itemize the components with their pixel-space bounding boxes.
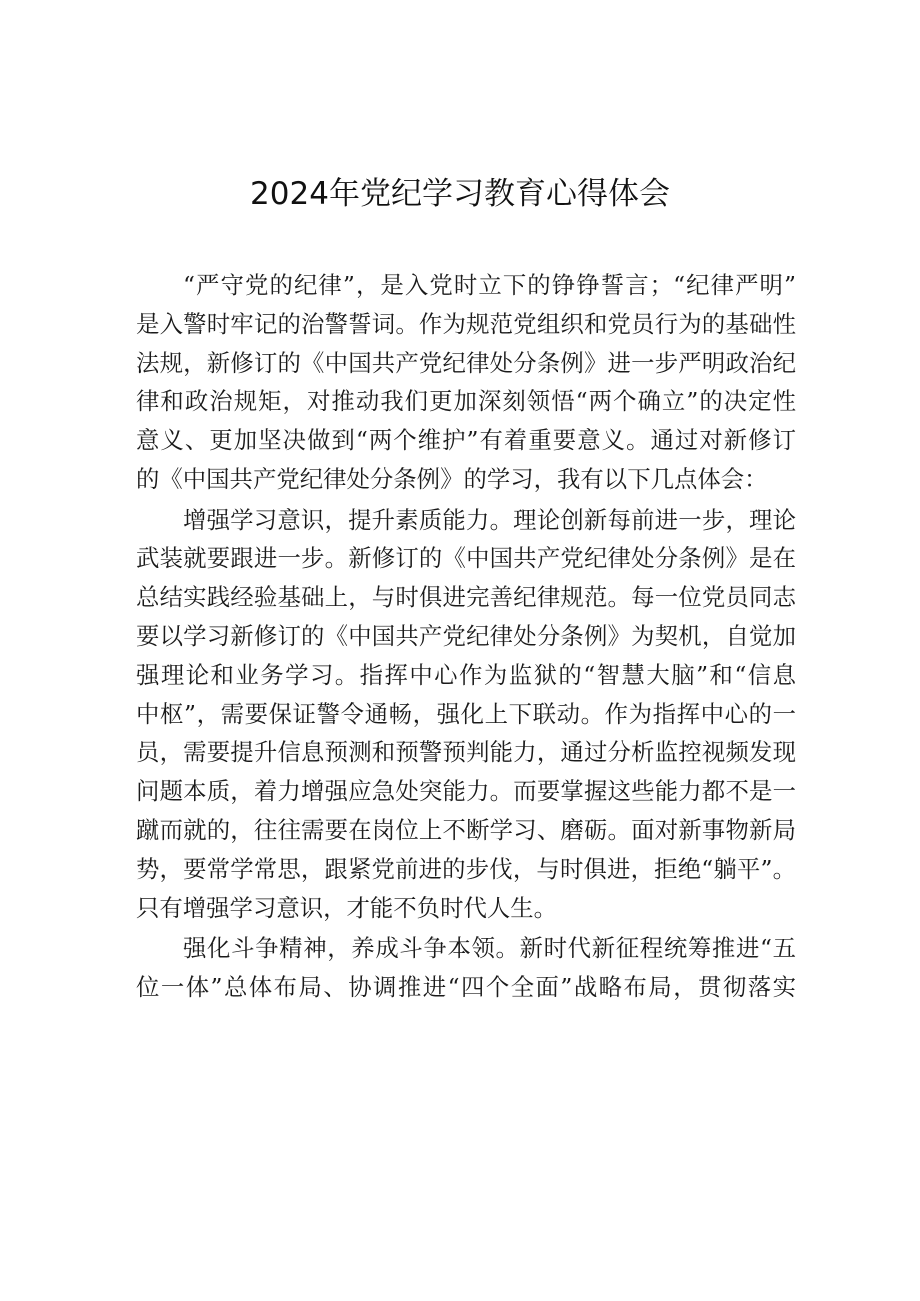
text-line: 中枢”，需要保证警令通畅，强化上下联动。作为指挥中心的一 bbox=[136, 699, 796, 728]
text-line: 只有增强学习意识，才能不负时代人生。 bbox=[136, 893, 558, 922]
text-line: 总结实践经验基础上，与时俱进完善纪律规范。每一位党员同志 bbox=[136, 583, 796, 612]
text-line: 问题本质，着力增强应急处突能力。而要掌握这些能力都不是一 bbox=[136, 777, 796, 806]
text-line: “严守党的纪律”，是入党时立下的铮铮誓言；“纪律严明” bbox=[183, 271, 796, 299]
text-line: 意义、更加坚决做到“两个维护”有着重要意义。通过对新修订 bbox=[136, 426, 796, 455]
text-line: 武装就要跟进一步。新修订的《中国共产党纪律处分条例》是在 bbox=[136, 544, 796, 573]
text-line: 强理论和业务学习。指挥中心作为监狱的“智慧大脑”和“信息 bbox=[136, 660, 796, 689]
text-line: 是入警时牢记的治警誓词。作为规范党组织和党员行为的基础性 bbox=[136, 309, 796, 338]
text-line: 位一体”总体布局、协调推进“四个全面”战略布局，贯彻落实 bbox=[136, 972, 796, 1001]
text-line: 法规，新修订的《中国共产党纪律处分条例》进一步严明政治纪 bbox=[136, 348, 796, 377]
paragraph bbox=[136, 266, 796, 499]
paragraph bbox=[136, 501, 796, 928]
text-line: 的《中国共产党纪律处分条例》的学习，我有以下几点体会： bbox=[136, 464, 768, 493]
document-body bbox=[136, 266, 796, 1007]
paragraph bbox=[136, 929, 796, 1007]
text-line: 强化斗争精神，养成斗争本领。新时代新征程统筹推进“五 bbox=[183, 934, 796, 963]
text-line: 势，要常学常思，跟紧党前进的步伐，与时俱进，拒绝“躺平”。 bbox=[136, 854, 796, 883]
document-title: 2024年党纪学习教育心得体会 bbox=[250, 176, 670, 212]
text-line: 蹴而就的，往往需要在岗位上不断学习、磨砺。面对新事物新局 bbox=[136, 815, 796, 844]
text-line: 要以学习新修订的《中国共产党纪律处分条例》为契机，自觉加 bbox=[136, 621, 796, 650]
text-line: 律和政治规矩，对推动我们更加深刻领悟“两个确立”的决定性 bbox=[136, 387, 796, 416]
text-line: 员，需要提升信息预测和预警预判能力，通过分析监控视频发现 bbox=[136, 738, 796, 767]
text-line: 增强学习意识，提升素质能力。理论创新每前进一步，理论 bbox=[183, 505, 796, 534]
